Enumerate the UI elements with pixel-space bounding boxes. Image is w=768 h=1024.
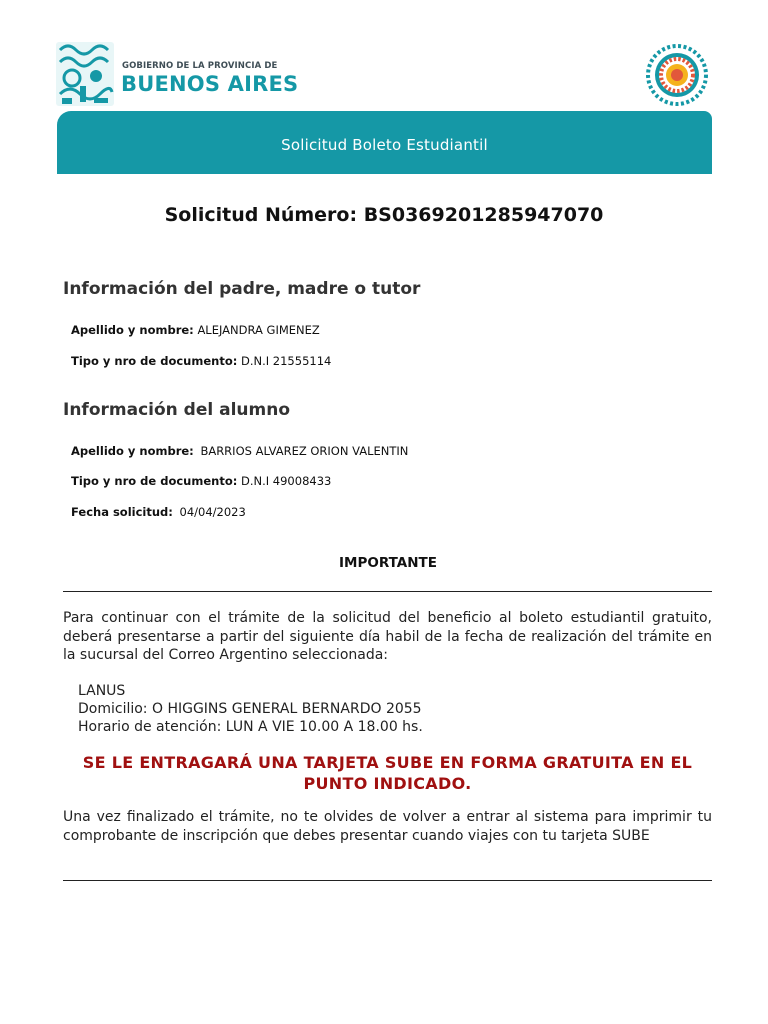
student-name-field [71, 444, 408, 458]
logo-government-label: GOBIERNO DE LA PROVINCIA DE [122, 61, 278, 71]
branch-hours: Horario de atención: LUN A VIE 10.00 A 18.00 hs. [78, 719, 423, 735]
student-document-value: D.N.I 49008433 [240, 474, 332, 488]
closing-paragraph: Una vez finalizado el trámite, no te olvides de volver a entrar al sistema para imprimir tu comprobante de inscripción que debes presentar cuando viajes con tu tarjeta SUBE [63, 809, 712, 844]
title-banner [57, 111, 712, 174]
tutor-section-heading: Información del padre, madre o tutor [63, 279, 421, 299]
request-number-heading [0, 204, 768, 226]
provincia-logo [54, 40, 299, 108]
provincia-logo-icon [54, 40, 116, 108]
student-document-field [71, 474, 331, 488]
instructions-paragraph: Para continuar con el trámite de la solicitud del beneficio al boleto estudiantil gratuito, deberá presentarse a partir del siguiente día habil de la fecha de realización del trámite en la sucursal del Correo Argentino seleccionada: [63, 610, 712, 663]
request-number-value: BS0369201285947070 [363, 204, 604, 226]
student-name-value: BARRIOS ALVAREZ ORION VALENTIN [200, 444, 409, 458]
branch-address: Domicilio: O HIGGINS GENERAL BERNARDO 2055 [78, 701, 422, 717]
branch-name: LANUS [78, 683, 126, 699]
sube-card-notice: SE LE ENTRAGARÁ UNA TARJETA SUBE EN FORMA GRATUITA EN EL PUNTO INDICADO. [82, 753, 693, 793]
tutor-document-value: D.N.I 21555114 [240, 354, 332, 368]
request-date-value: 04/04/2023 [179, 505, 246, 519]
request-date-field [71, 505, 246, 519]
logo-province-name: BUENOS AIRES [121, 72, 299, 96]
tutor-document-field [71, 354, 331, 368]
divider [63, 591, 712, 592]
student-document-label: Tipo y nro de documento: [71, 474, 238, 488]
tutor-name-field [71, 323, 320, 337]
student-name-label: Apellido y nombre: [71, 444, 194, 458]
request-number-label: Solicitud Número: [164, 204, 364, 226]
bottom-divider [63, 880, 712, 881]
tutor-name-label: Apellido y nombre: [71, 323, 194, 337]
tutor-document-label: Tipo y nro de documento: [71, 354, 238, 368]
sun-seal-icon [646, 44, 708, 106]
request-date-label: Fecha solicitud: [71, 505, 173, 519]
important-heading: IMPORTANTE [339, 555, 437, 571]
student-section-heading: Información del alumno [63, 400, 291, 420]
banner-title: Solicitud Boleto Estudiantil [281, 136, 488, 154]
tutor-name-value: ALEJANDRA GIMENEZ [197, 323, 320, 337]
